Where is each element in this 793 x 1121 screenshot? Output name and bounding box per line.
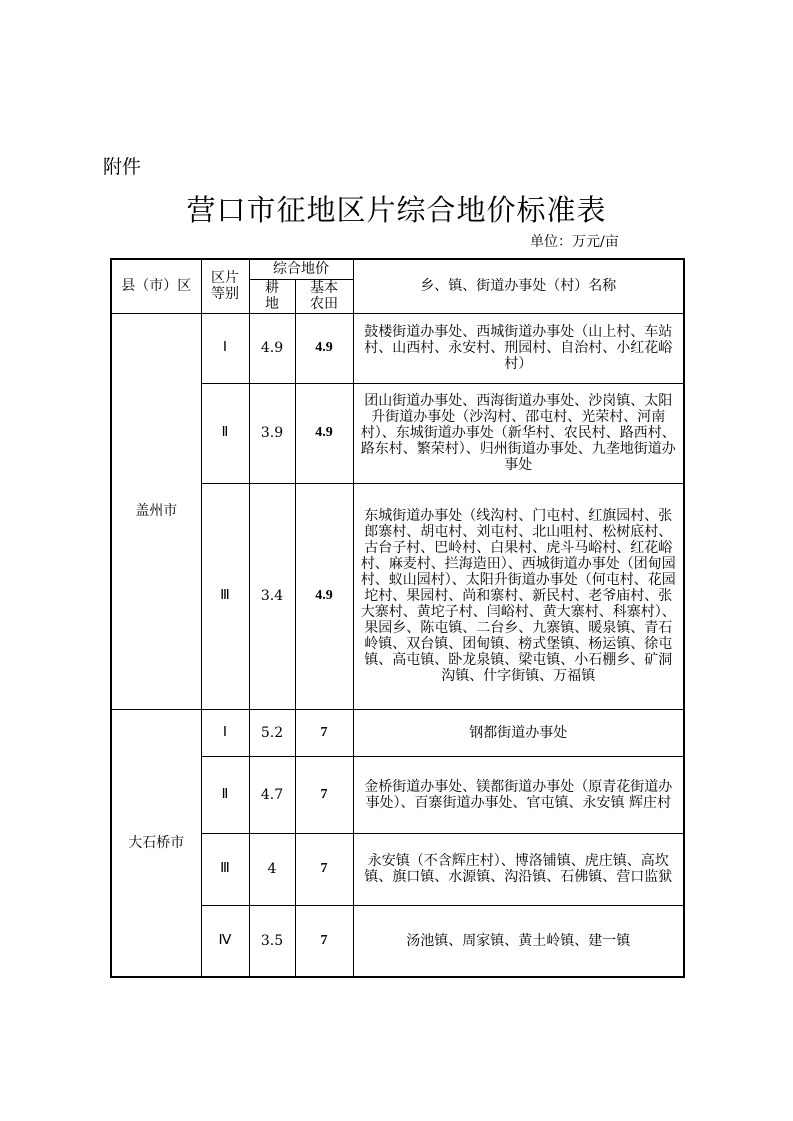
header-county: 县（市）区 [111, 259, 201, 313]
arable-price-cell: 5.2 [249, 709, 295, 756]
arable-price-cell: 4.7 [249, 756, 295, 833]
land-price-table [110, 258, 685, 978]
grade-cell: Ⅱ [201, 383, 249, 483]
names-cell: 东城街道办事处（线沟村、门屯村、红旗园村、张郎寨村、胡屯村、刘屯村、北山咀村、松树底村、古台子村、巴岭村、白果村、虎斗马峪村、红花峪村、麻麦村、拦海造田）、西城街道办事处（团甸园村、蚁山园村）、太阳升街道办事处（何屯村、花园坨村、果园村、尚和寨村、新民村、老爷庙村、张大寨村、黄坨子村、闫峪村、黄大寨村、科寨村）、果园乡、陈屯镇、二台乡、九寨镇、暖泉镇、青石岭镇、双台镇、团甸镇、榜式堡镇、杨运镇、徐屯镇、高屯镇、卧龙泉镇、梁屯镇、小石棚乡、矿洞沟镇、什字街镇、万福镇 [353, 483, 684, 709]
grade-cell: Ⅰ [201, 709, 249, 756]
header-names: 乡、镇、街道办事处（村）名称 [353, 259, 684, 313]
arable-price-cell: 4 [249, 833, 295, 905]
arable-price-cell: 3.5 [249, 905, 295, 977]
grade-cell: Ⅰ [201, 313, 249, 383]
basic-price-cell: 7 [295, 709, 353, 756]
table-row [111, 709, 684, 756]
basic-price-cell: 7 [295, 905, 353, 977]
header-zone-grade [201, 259, 249, 313]
grade-cell: Ⅲ [201, 483, 249, 709]
arable-price-cell: 3.4 [249, 483, 295, 709]
county-cell: 大石桥市 [111, 709, 201, 977]
header-arable-line2: 地 [265, 296, 279, 312]
attachment-label: 附件 [103, 156, 142, 178]
names-cell: 团山街道办事处、西海街道办事处、沙岗镇、太阳升街道办事处（沙沟村、邵屯村、光荣村、河南村）、东城街道办事处（新华村、农民村、路西村、路东村、繁荣村）、归州街道办事处、九垄地街道办事处 [353, 383, 684, 483]
grade-cell: Ⅲ [201, 833, 249, 905]
names-cell: 永安镇（不含辉庄村）、博洛铺镇、虎庄镇、高坎镇、旗口镇、水源镇、沟沿镇、石佛镇、营口监狱 [353, 833, 684, 905]
county-cell: 盖州市 [111, 313, 201, 709]
grade-cell: Ⅳ [201, 905, 249, 977]
header-zone-grade-line2: 等别 [211, 286, 239, 303]
header-arable-line1: 耕 [265, 280, 279, 296]
basic-price-cell: 4.9 [295, 313, 353, 383]
names-cell: 鼓楼街道办事处、西城街道办事处（山上村、车站村、山西村、永安村、刑园村、自治村、小红花峪村） [353, 313, 684, 383]
header-zone-grade-line1: 区片 [211, 270, 239, 287]
names-cell: 汤池镇、周家镇、黄土岭镇、建一镇 [353, 905, 684, 977]
header-arable [249, 279, 295, 313]
names-cell: 钢都街道办事处 [353, 709, 684, 756]
arable-price-cell: 3.9 [249, 383, 295, 483]
basic-price-cell: 7 [295, 756, 353, 833]
unit-label: 单位：万元/亩 [530, 234, 619, 250]
header-price: 综合地价 [249, 259, 353, 279]
page-title: 营口市征地区片综合地价标准表 [186, 193, 607, 227]
basic-price-cell: 7 [295, 833, 353, 905]
table-row [111, 313, 684, 383]
names-cell: 金桥街道办事处、镁都街道办事处（原青花街道办事处）、百寨街道办事处、官屯镇、永安镇 辉庄村 [353, 756, 684, 833]
header-basic [295, 279, 353, 313]
basic-price-cell: 4.9 [295, 483, 353, 709]
grade-cell: Ⅱ [201, 756, 249, 833]
header-basic-line2: 农田 [310, 296, 338, 312]
arable-price-cell: 4.9 [249, 313, 295, 383]
basic-price-cell: 4.9 [295, 383, 353, 483]
header-basic-line1: 基本 [310, 280, 338, 296]
